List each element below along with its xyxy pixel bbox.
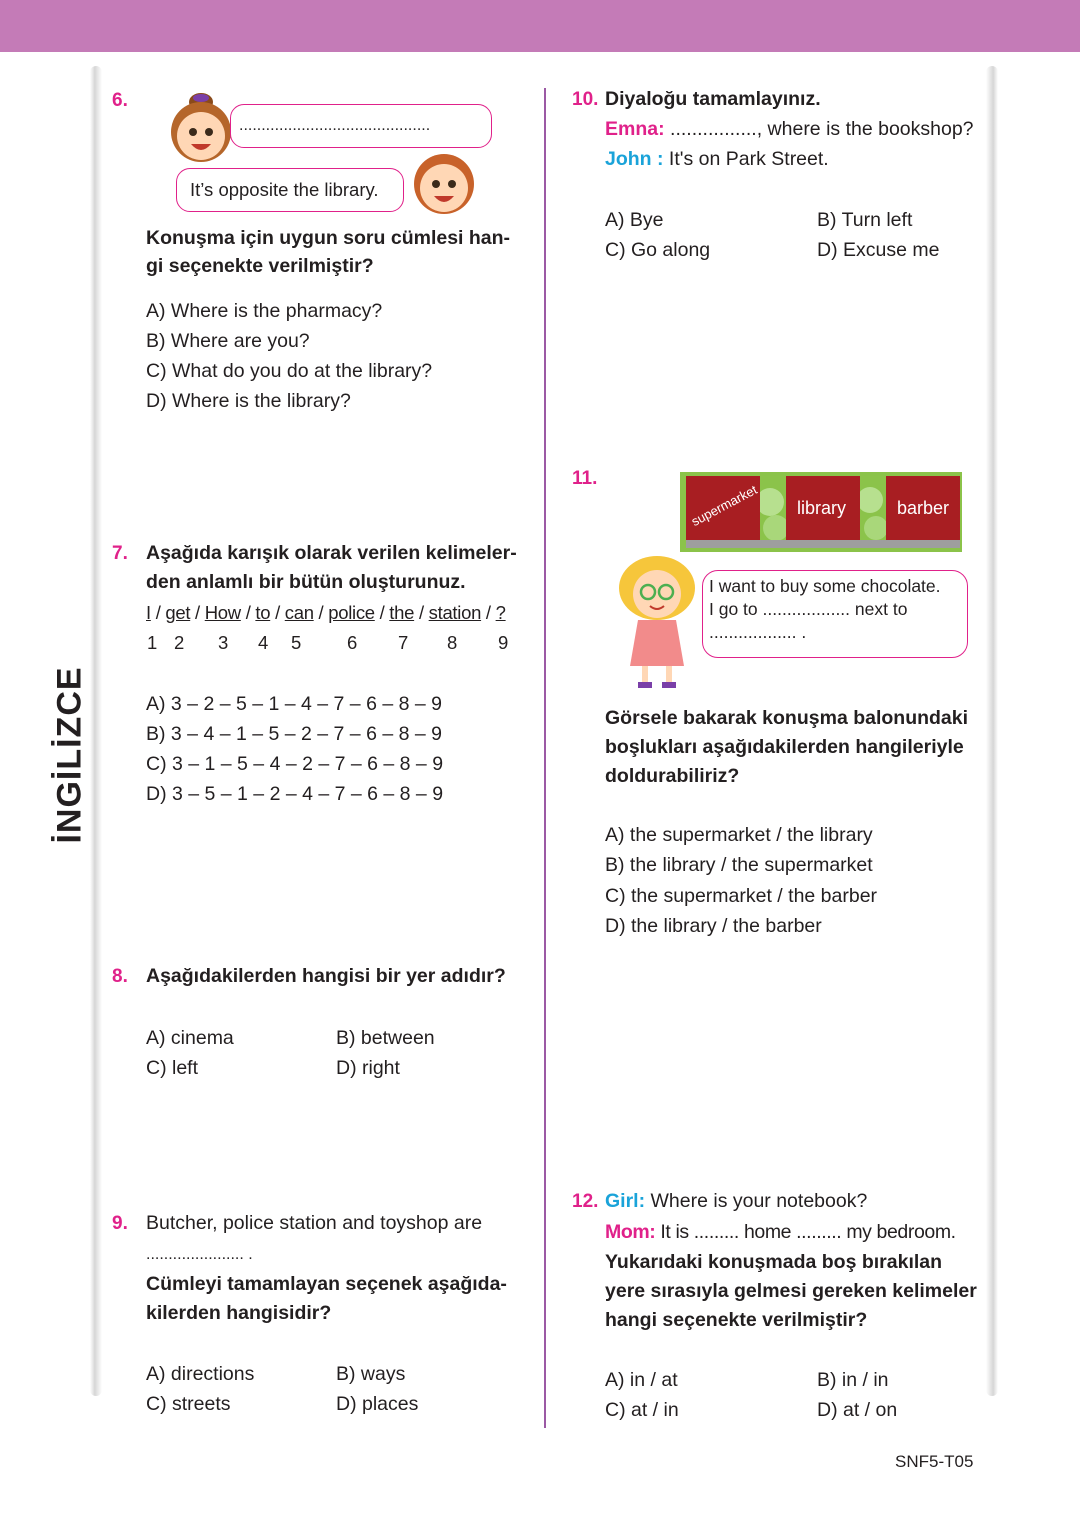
question-12-option-d[interactable]: D) at / on (817, 1399, 898, 1421)
question-7-option-c[interactable]: C) 3 – 1 – 5 – 4 – 2 – 7 – 6 – 8 – 9 (146, 753, 444, 775)
question-10-title: Diyaloğu tamamlayınız. (605, 88, 821, 110)
question-9-number: 9. (112, 1213, 128, 1234)
shops-picture (680, 472, 962, 552)
question-12-prompt-line3: hangi seçenekte verilmiştir? (605, 1309, 868, 1331)
question-9-option-b[interactable]: B) ways (336, 1363, 406, 1385)
subject-label: İNGİLİZCE (50, 666, 89, 844)
question-9-option-d[interactable]: D) places (336, 1393, 419, 1415)
question-10-number: 10. (572, 89, 599, 110)
question-12-number: 12. (572, 1191, 599, 1212)
question-6-bottom-bubble (176, 168, 404, 212)
question-6-top-bubble-text: ........................................... (239, 117, 431, 134)
speaker-john: John : (605, 148, 664, 170)
question-9-option-c[interactable]: C) streets (146, 1393, 231, 1415)
question-12-line-2: Mom: It is ......... home ......... my bedroom. (605, 1221, 956, 1243)
question-10-option-d[interactable]: D) Excuse me (817, 239, 940, 261)
word-4: to (255, 602, 271, 623)
question-6-prompt-line1: Konuşma için uygun soru cümlesi han- (146, 227, 511, 249)
question-7-number: 7. (112, 543, 128, 564)
column-divider (544, 88, 546, 1428)
top-banner (0, 0, 1080, 52)
question-11-bubble-line2: I go to .................. next to (709, 599, 908, 619)
speaker-mom: Mom: (605, 1221, 656, 1243)
question-7-index-6: 6 (347, 632, 358, 653)
question-7-option-b[interactable]: B) 3 – 4 – 1 – 5 – 2 – 7 – 6 – 8 – 9 (146, 723, 442, 745)
question-7-prompt-line1: Aşağıda karışık olarak verilen kelimeler- (146, 542, 517, 564)
word-7: the (389, 602, 415, 623)
question-11-option-b[interactable]: B) the library / the supermarket (605, 854, 873, 876)
question-7-index-8: 8 (447, 632, 458, 653)
question-6-bottom-bubble-text: It’s opposite the library. (190, 179, 379, 200)
question-9-sentence: Butcher, police station and toyshop are (146, 1212, 483, 1234)
question-7-option-a[interactable]: A) 3 – 2 – 5 – 1 – 4 – 7 – 6 – 8 – 9 (146, 693, 442, 715)
question-6-option-c[interactable]: C) What do you do at the library? (146, 360, 433, 382)
question-7-index-5: 5 (291, 632, 302, 653)
question-11-option-d[interactable]: D) the library / the barber (605, 915, 822, 937)
word-5: can (284, 602, 314, 623)
question-12-prompt-line2: yere sırasıyla gelmesi gereken kelimeler (605, 1280, 977, 1302)
blonde-girl-icon (612, 554, 702, 692)
footer-code: SNF5-T05 (895, 1452, 974, 1471)
question-7-option-d[interactable]: D) 3 – 5 – 1 – 2 – 4 – 7 – 6 – 8 – 9 (146, 783, 444, 805)
question-11-speech-bubble (702, 570, 968, 658)
question-7-index-3: 3 (218, 632, 229, 653)
word-6: police (328, 602, 375, 623)
question-8-option-b[interactable]: B) between (336, 1027, 435, 1049)
question-6-option-a[interactable]: A) Where is the pharmacy? (146, 300, 383, 322)
word-3: How (204, 602, 241, 623)
shop-supermarket-label: supermarket (688, 481, 760, 530)
shop-sidewalk (686, 540, 960, 548)
shop-supermarket (686, 476, 760, 542)
question-6-option-b[interactable]: B) Where are you? (146, 330, 310, 352)
question-8-option-a[interactable]: A) cinema (146, 1027, 234, 1049)
word-2: get (165, 602, 191, 623)
question-10-option-c[interactable]: C) Go along (605, 239, 711, 261)
question-7-index-7: 7 (398, 632, 409, 653)
question-6-prompt-line2: gi seçenekte verilmiştir? (146, 255, 374, 277)
question-12-option-a[interactable]: A) in / at (605, 1369, 678, 1391)
question-10-option-b[interactable]: B) Turn left (817, 209, 913, 231)
question-9-prompt-line1: Cümleyi tamamlayan seçenek aşağıda- (146, 1273, 507, 1295)
word-1: I (146, 602, 151, 623)
question-11-prompt-line3: doldurabiliriz? (605, 765, 740, 787)
question-11-bubble-line3: .................. . (709, 622, 807, 642)
question-6-option-d[interactable]: D) Where is the library? (146, 390, 351, 412)
question-7-word-list: I / get / How / to / can / police / the / station / ? (146, 602, 506, 623)
question-7-index-2: 2 (174, 632, 185, 653)
shop-library (786, 476, 860, 542)
question-7-prompt-line2: den anlamlı bir bütün oluşturunuz. (146, 571, 466, 593)
word-8: station (428, 602, 482, 623)
shop-barber-label: barber (897, 498, 950, 518)
shop-library-label: library (797, 498, 847, 518)
right-page-edge (986, 66, 998, 1396)
question-7-index-1: 1 (147, 632, 158, 653)
question-12-option-c[interactable]: C) at / in (605, 1399, 679, 1421)
question-11-option-a[interactable]: A) the supermarket / the library (605, 824, 873, 846)
shop-barber (886, 476, 960, 542)
question-11-number: 11. (572, 468, 598, 489)
question-9-blank: ...................... . (146, 1246, 253, 1263)
question-11-option-c[interactable]: C) the supermarket / the barber (605, 885, 878, 907)
question-8-option-c[interactable]: C) left (146, 1057, 199, 1079)
question-11-prompt-line1: Görsele bakarak konuşma balonundaki (605, 707, 969, 729)
question-8-option-d[interactable]: D) right (336, 1057, 400, 1079)
question-12-prompt-line1: Yukarıdaki konuşmada boş bırakılan (605, 1251, 943, 1273)
question-10-option-a[interactable]: A) Bye (605, 209, 664, 231)
question-7-index-9: 9 (498, 632, 509, 653)
speaker-emna: Emna: (605, 118, 665, 140)
question-9-prompt-line2: kilerden hangisidir? (146, 1302, 332, 1324)
boy-face-icon (408, 150, 480, 216)
question-9-option-a[interactable]: A) directions (146, 1363, 255, 1385)
question-12-line-1: Girl: Where is your notebook? (605, 1190, 868, 1212)
question-12-option-b[interactable]: B) in / in (817, 1369, 889, 1391)
question-8-number: 8. (112, 966, 128, 987)
question-7-index-4: 4 (258, 632, 269, 653)
word-9: ? (495, 602, 506, 623)
question-10-line-2: John : It's on Park Street. (605, 148, 829, 170)
speaker-girl: Girl: (605, 1190, 646, 1212)
question-8-prompt: Aşağıdakilerden hangisi bir yer adıdır? (146, 965, 506, 987)
question-6-top-bubble (230, 104, 492, 148)
question-6-number: 6. (112, 90, 128, 111)
girl-face-icon (164, 88, 238, 166)
question-11-bubble-line1: I want to buy some chocolate. (709, 576, 941, 596)
question-11-prompt-line2: boşlukları aşağıdakilerden hangileriyle (605, 736, 964, 758)
question-10-line-1: Emna: ................, where is the bookshop? (605, 118, 974, 140)
